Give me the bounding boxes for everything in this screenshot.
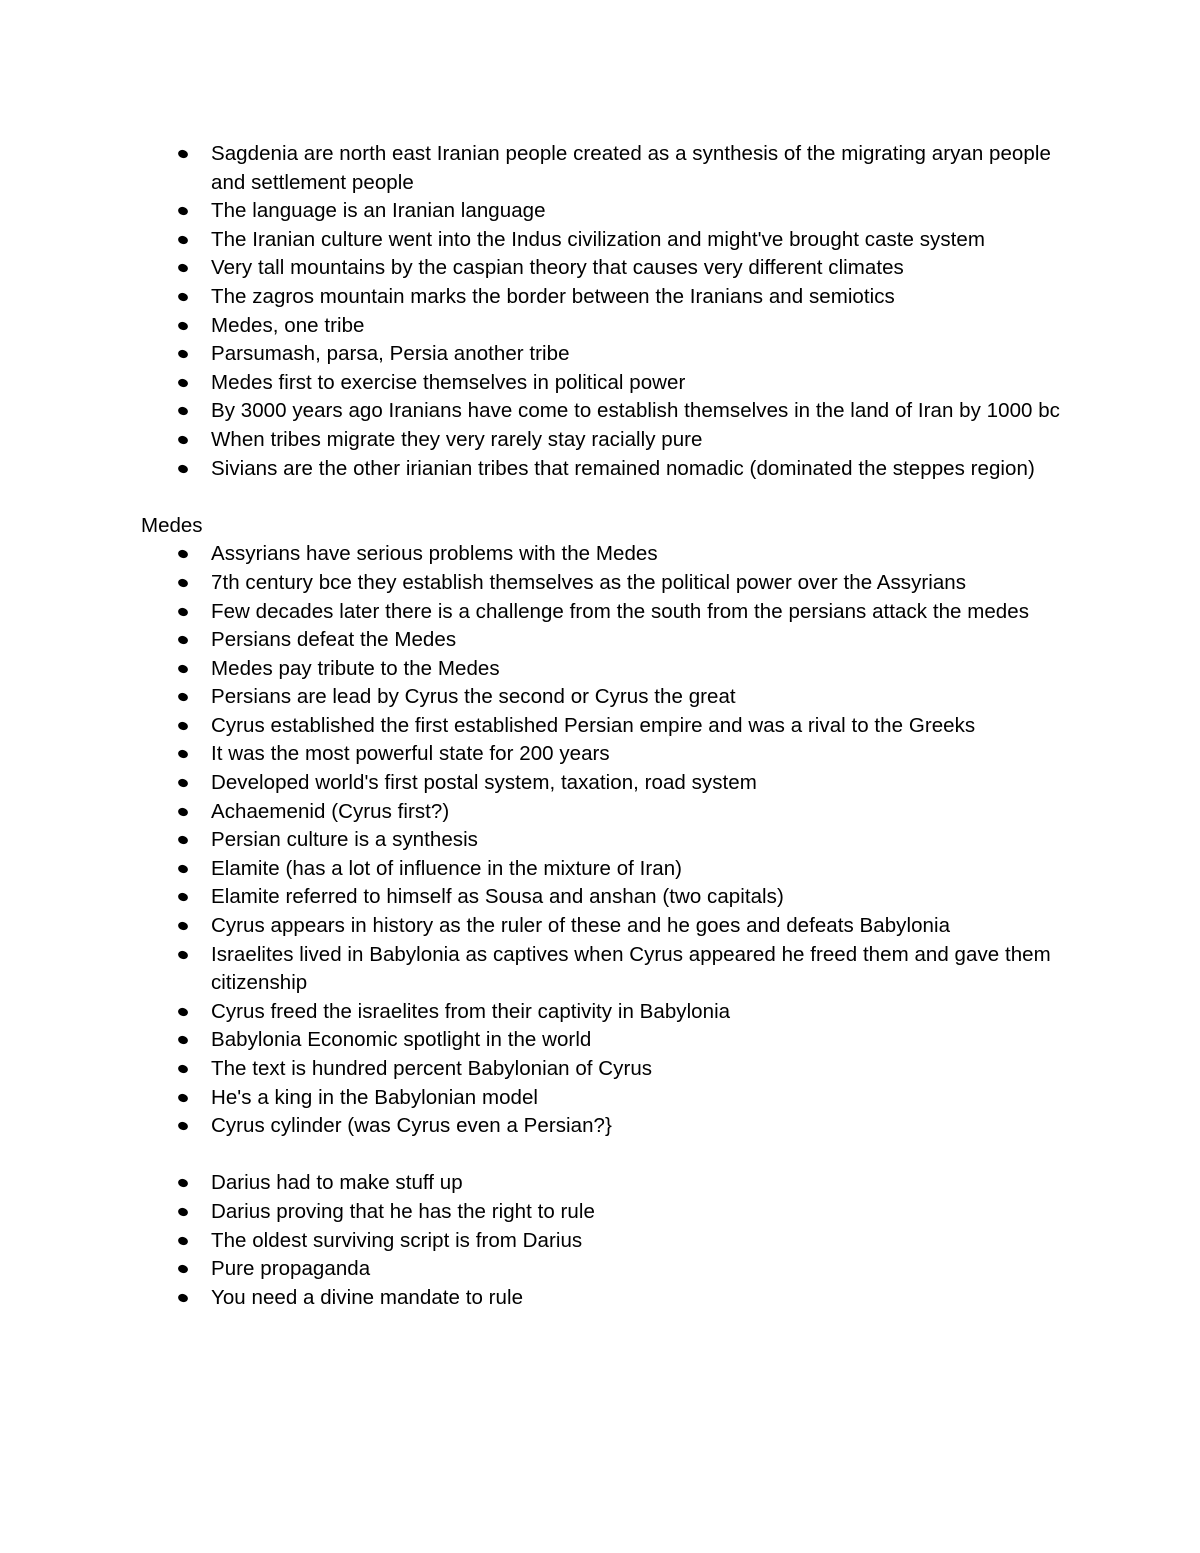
bullet-icon: [177, 320, 189, 331]
list-item: Elamite referred to himself as Sousa and anshan (two capitals): [141, 883, 1061, 912]
bullet-icon: [177, 721, 189, 732]
list-item: Cyrus freed the israelites from their captivity in Babylonia: [141, 998, 1061, 1027]
bullet-icon: [177, 1178, 189, 1189]
bullet-icon: [177, 1121, 189, 1132]
list-item: He's a king in the Babylonian model: [141, 1084, 1061, 1113]
list-item: Israelites lived in Babylonia as captives when Cyrus appeared he freed them and gave them citizenship: [141, 941, 1061, 998]
list-item: The zagros mountain marks the border between the Iranians and semiotics: [141, 283, 1061, 312]
list-item: You need a divine mandate to rule: [141, 1284, 1061, 1313]
bullet-icon: [177, 835, 189, 846]
bullet-icon: [177, 1207, 189, 1218]
bullet-icon: [177, 892, 189, 903]
document-content: [141, 140, 1061, 1312]
list-item: Cyrus appears in history as the ruler of these and he goes and defeats Babylonia: [141, 912, 1061, 941]
list-item: Achaemenid (Cyrus first?): [141, 798, 1061, 827]
bullet-icon: [177, 663, 189, 674]
bullet-icon: [177, 949, 189, 960]
list-item: Persians are lead by Cyrus the second or Cyrus the great: [141, 683, 1061, 712]
list-item: The oldest surviving script is from Darius: [141, 1227, 1061, 1256]
bullet-icon: [177, 692, 189, 703]
list-item: Sivians are the other irianian tribes that remained nomadic (dominated the steppes region): [141, 455, 1061, 484]
bullet-icon: [177, 635, 189, 646]
list-item: Babylonia Economic spotlight in the world: [141, 1026, 1061, 1055]
list-item: 7th century bce they establish themselves as the political power over the Assyrians: [141, 569, 1061, 598]
spacer: [141, 1141, 1061, 1170]
bullet-icon: [177, 292, 189, 303]
medes-bullet-list: [141, 540, 1061, 1140]
list-item: Very tall mountains by the caspian theory that causes very different climates: [141, 254, 1061, 283]
bullet-icon: [177, 778, 189, 789]
list-item: The language is an Iranian language: [141, 197, 1061, 226]
list-item: Darius had to make stuff up: [141, 1169, 1061, 1198]
bullet-icon: [177, 1264, 189, 1275]
bullet-icon: [177, 921, 189, 932]
bullet-icon: [177, 349, 189, 360]
list-item: When tribes migrate they very rarely stay racially pure: [141, 426, 1061, 455]
bullet-icon: [177, 578, 189, 589]
list-item: By 3000 years ago Iranians have come to establish themselves in the land of Iran by 1000 bc: [141, 397, 1061, 426]
list-item: It was the most powerful state for 200 years: [141, 740, 1061, 769]
list-item: Parsumash, parsa, Persia another tribe: [141, 340, 1061, 369]
bullet-icon: [177, 263, 189, 274]
list-item: Medes first to exercise themselves in political power: [141, 369, 1061, 398]
bullet-icon: [177, 1035, 189, 1046]
bullet-icon: [177, 749, 189, 760]
bullet-icon: [177, 406, 189, 417]
list-item: Pure propaganda: [141, 1255, 1061, 1284]
bullet-icon: [177, 863, 189, 874]
bullet-icon: [177, 206, 189, 217]
intro-bullet-list: [141, 140, 1061, 483]
list-item: Developed world's first postal system, taxation, road system: [141, 769, 1061, 798]
bullet-icon: [177, 1092, 189, 1103]
list-item: Persian culture is a synthesis: [141, 826, 1061, 855]
list-item: Medes, one tribe: [141, 312, 1061, 341]
list-item: Cyrus cylinder (was Cyrus even a Persian?}: [141, 1112, 1061, 1141]
bullet-icon: [177, 463, 189, 474]
bullet-icon: [177, 234, 189, 245]
bullet-icon: [177, 435, 189, 446]
list-item: Medes pay tribute to the Medes: [141, 655, 1061, 684]
list-item: Sagdenia are north east Iranian people created as a synthesis of the migrating aryan people and settlement people: [141, 140, 1061, 197]
list-item: The Iranian culture went into the Indus civilization and might've brought caste system: [141, 226, 1061, 255]
bullet-icon: [177, 1235, 189, 1246]
list-item: Assyrians have serious problems with the Medes: [141, 540, 1061, 569]
bullet-icon: [177, 377, 189, 388]
list-item: Darius proving that he has the right to rule: [141, 1198, 1061, 1227]
bullet-icon: [177, 606, 189, 617]
list-item: Cyrus established the first established Persian empire and was a rival to the Greeks: [141, 712, 1061, 741]
bullet-icon: [177, 549, 189, 560]
bullet-icon: [177, 149, 189, 160]
bullet-icon: [177, 1064, 189, 1075]
bullet-icon: [177, 1006, 189, 1017]
list-item: Elamite (has a lot of influence in the mixture of Iran): [141, 855, 1061, 884]
bullet-icon: [177, 1292, 189, 1303]
list-item: Persians defeat the Medes: [141, 626, 1061, 655]
list-item: Few decades later there is a challenge from the south from the persians attack the medes: [141, 598, 1061, 627]
bullet-icon: [177, 806, 189, 817]
darius-bullet-list: [141, 1169, 1061, 1312]
list-item: The text is hundred percent Babylonian of Cyrus: [141, 1055, 1061, 1084]
section-heading-medes: Medes: [141, 513, 203, 537]
spacer: [141, 483, 1061, 512]
